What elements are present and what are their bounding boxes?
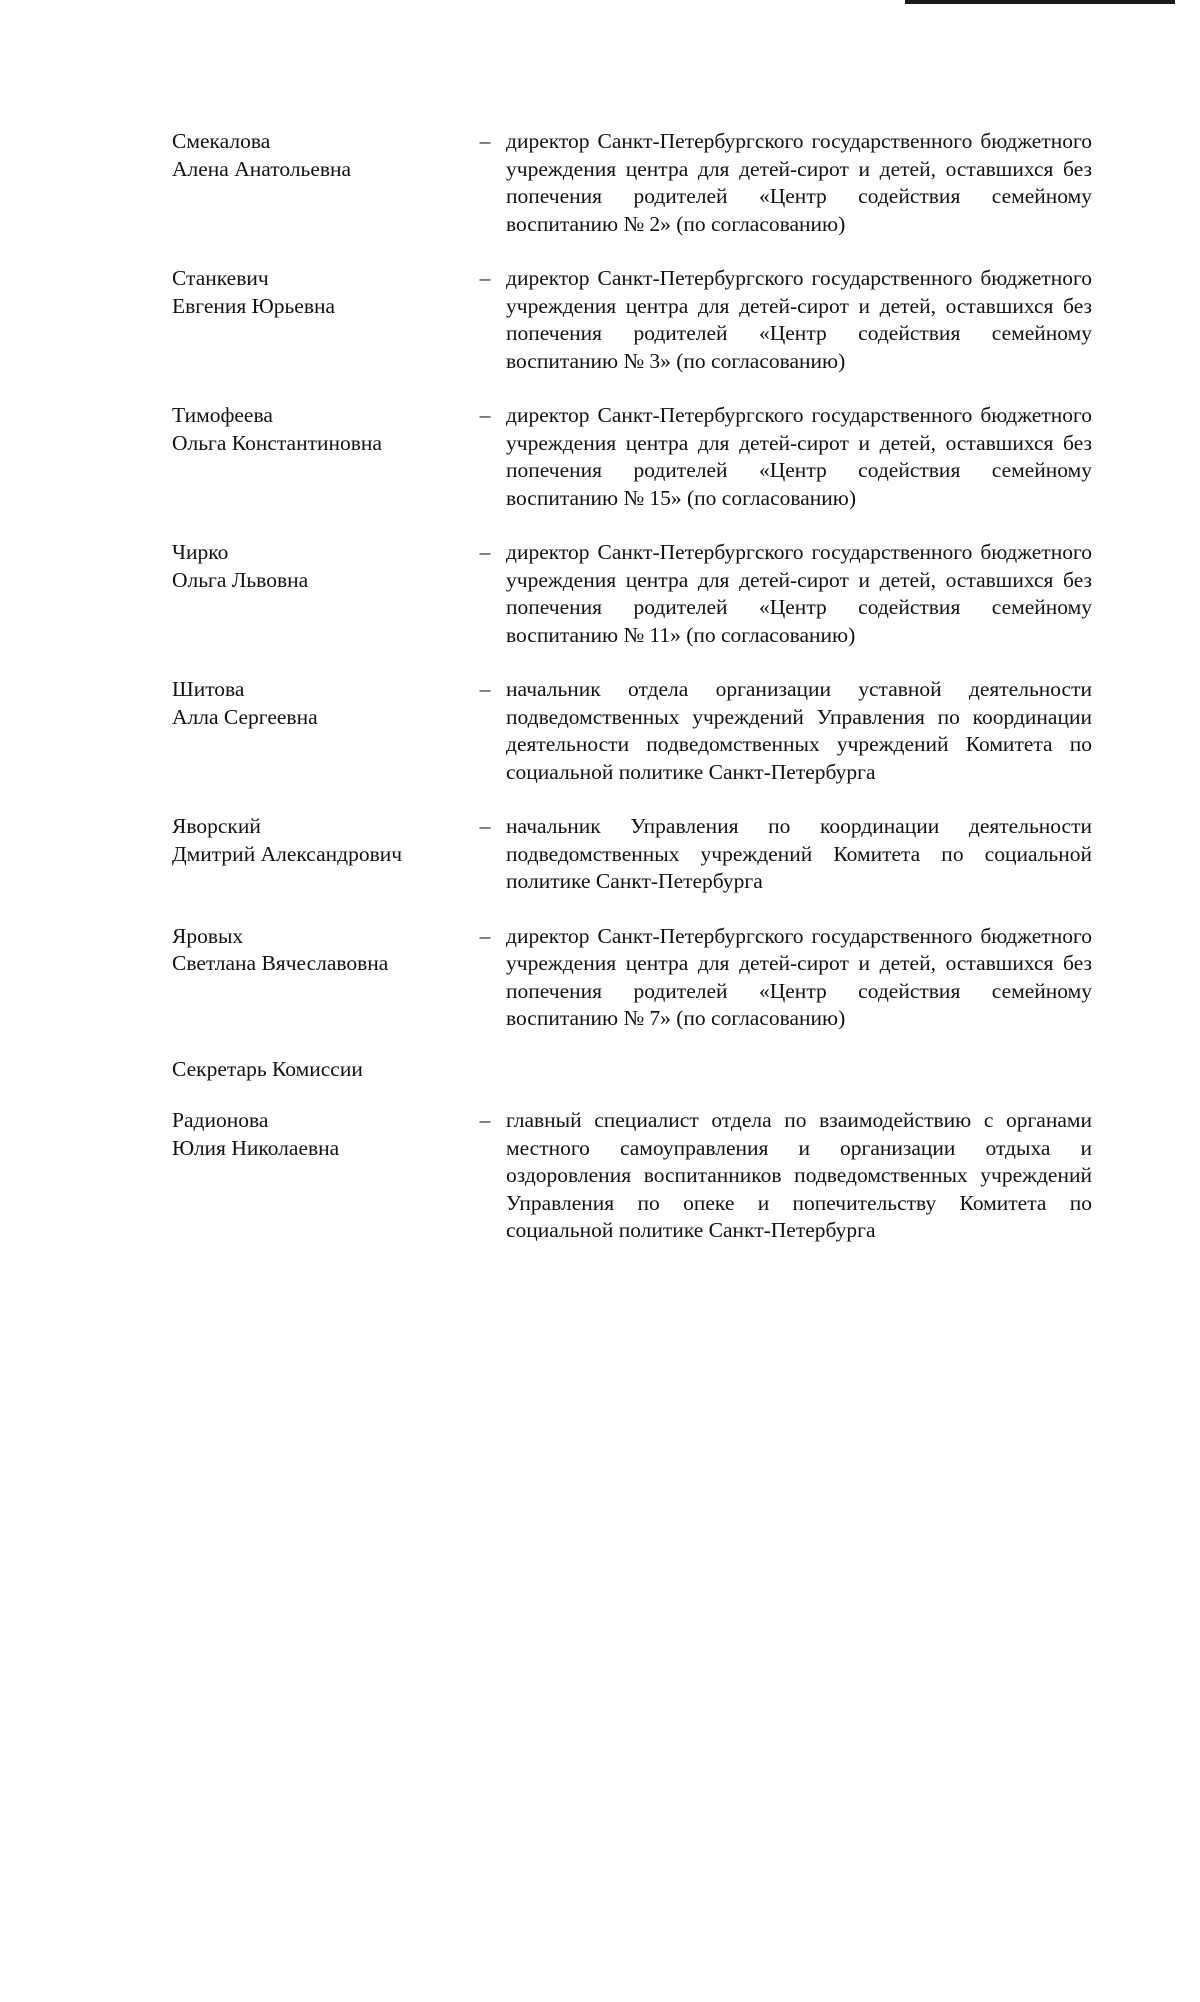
member-entry-radionova [172, 1107, 1092, 1245]
member-position: директор Санкт-Петербургского государственного бюджетного учреждения центра для детей-сирот и детей, оставшихся без попечения родителей «Центр содействия семейному воспитанию № 11» (по согласованию) [506, 540, 1092, 647]
member-given-names: Ольга Константиновна [172, 430, 382, 455]
separator-dash: – [479, 129, 491, 153]
member-entry-stankevich [172, 265, 1092, 375]
member-surname: Тимофеева [172, 403, 273, 427]
member-given-names: Дмитрий Александрович [172, 841, 403, 866]
member-position: директор Санкт-Петербургского государственного бюджетного учреждения центра для детей-сирот и детей, оставшихся без попечения родителей «Центр содействия семейному воспитанию № 7» (по согласованию) [506, 923, 1092, 1030]
member-given-names: Юлия Николаевна [172, 1135, 340, 1160]
member-entry-smekalova [172, 128, 1092, 238]
member-surname: Чирко [172, 540, 229, 564]
top-rule-line [905, 0, 1175, 4]
separator-dash: – [479, 814, 491, 838]
member-position: директор Санкт-Петербургского государственного бюджетного учреждения центра для детей-сирот и детей, оставшихся без попечения родителей «Центр содействия семейному воспитанию № 3» (по согласованию) [506, 266, 1092, 373]
member-entry-shitova [172, 676, 1092, 786]
member-surname: Станкевич [172, 266, 269, 290]
member-given-names: Светлана Вячеславовна [172, 951, 389, 975]
separator-dash: – [479, 1108, 491, 1132]
member-name [172, 539, 464, 594]
commission-member-list [172, 128, 1092, 1272]
member-surname: Яворский [172, 814, 261, 838]
member-name [172, 265, 464, 320]
separator-dash: – [479, 266, 491, 290]
member-name [172, 813, 464, 868]
member-entry-timofeeva [172, 402, 1092, 512]
member-surname: Радионова [172, 1108, 269, 1132]
member-position: главный специалист отдела по взаимодействию с органами местного самоуправления и организации отдыха и оздоровления воспитанников подведомственных учреждений Управления по опеке и попечительству Комитета по социальной политике Санкт-Петербурга [506, 1108, 1092, 1242]
member-given-names: Ольга Львовна [172, 567, 309, 592]
member-surname: Яровых [172, 923, 244, 948]
member-given-names: Алена Анатольевна [172, 156, 352, 181]
member-name [172, 676, 464, 731]
member-name [172, 128, 464, 183]
member-entry-yarovykh [172, 923, 1092, 1033]
member-surname: Шитова [172, 677, 245, 701]
member-position: начальник Управления по координации деятельности подведомственных учреждений Комитета по социальной политике Санкт-Петербурга [506, 814, 1092, 893]
member-given-names: Евгения Юрьевна [172, 293, 336, 318]
member-name [172, 923, 464, 978]
member-entry-chirko [172, 539, 1092, 649]
member-position: директор Санкт-Петербургского государственного бюджетного учреждения центра для детей-сирот и детей, оставшихся без попечения родителей «Центр содействия семейному воспитанию № 2» (по согласованию) [506, 129, 1092, 236]
member-entry-yavorsky [172, 813, 1092, 896]
separator-dash: – [479, 540, 491, 564]
separator-dash: – [479, 403, 491, 427]
secretary-heading: Секретарь Комиссии [172, 1056, 363, 1081]
member-name [172, 1107, 464, 1162]
separator-dash: – [479, 677, 491, 701]
separator-dash: – [479, 923, 491, 948]
member-given-names: Алла Сергеевна [172, 704, 318, 729]
member-surname: Смекалова [172, 129, 271, 153]
member-name [172, 402, 464, 457]
member-position: директор Санкт-Петербургского государственного бюджетного учреждения центра для детей-сирот и детей, оставшихся без попечения родителей «Центр содействия семейному воспитанию № 15» (по согласованию) [506, 403, 1092, 510]
member-position: начальник отдела организации уставной деятельности подведомственных учреждений Управления по координации деятельности подведомственных учреждений Комитета по социальной политике Санкт-Петербурга [506, 677, 1092, 784]
